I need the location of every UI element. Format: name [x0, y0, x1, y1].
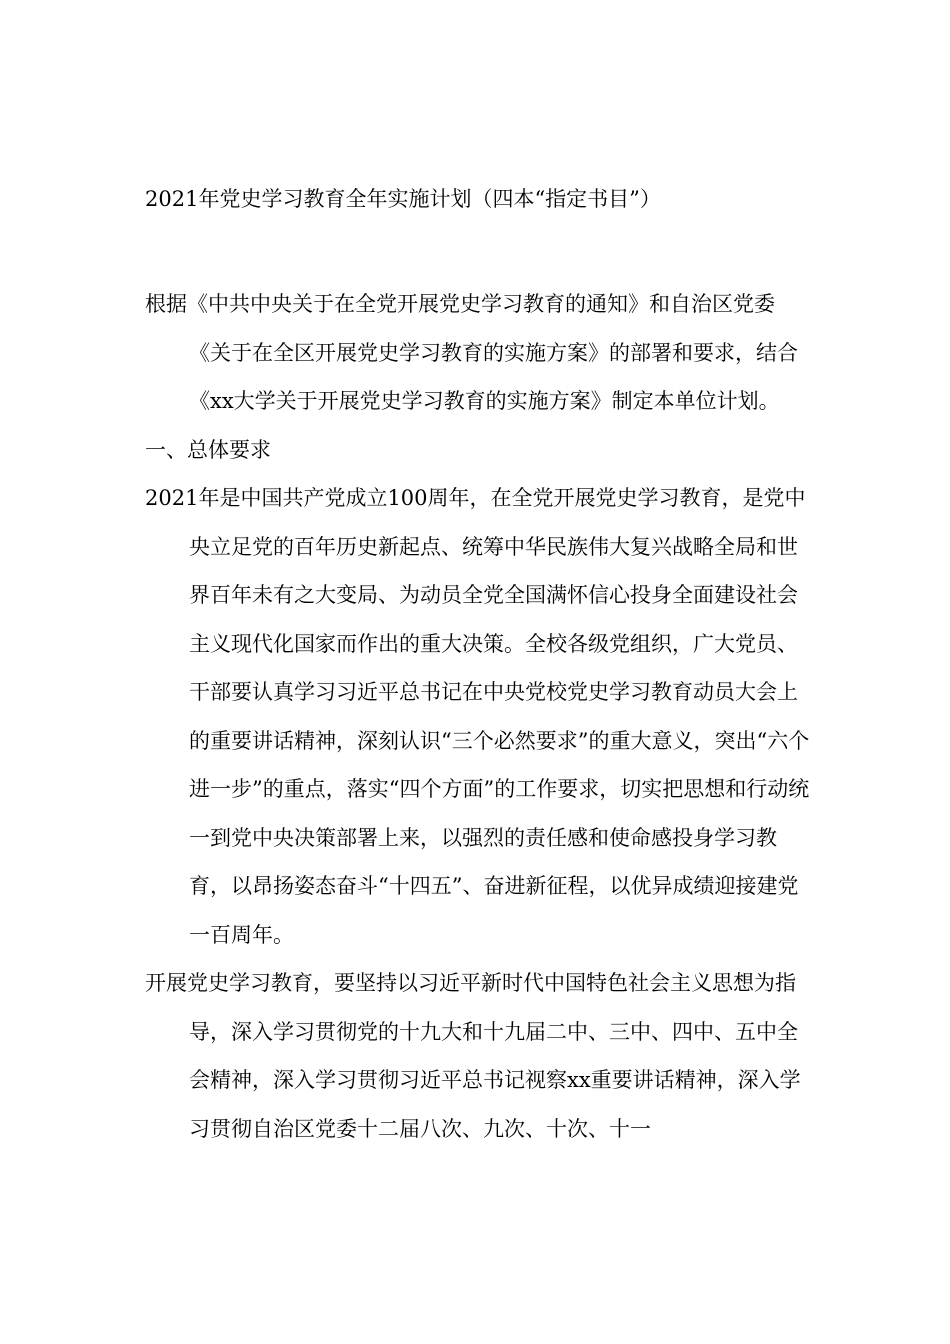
body-paragraph: 2021年是中国共产党成立100周年，在全党开展党史学习教育，是党中央立足党的百年历史新起点、统筹中华民族伟大复兴战略全局和世界百年未有之大变局、为动员全党全国满怀信心投身全面建设社会主义现代化国家而作出的重大决策。全校各级党组织，广大党员、干部要认真学习习近平总书记在中央党校党史学习教育动员大会上的重要讲话精神，深刻认识“三个必然要求”的重大意义，突出“六个进一步”的重点，落实“四个方面”的工作要求，切实把思想和行动统一到党中央决策部署上来，以强烈的责任感和使命感投身学习教育，以昂扬姿态奋斗“十四五”、奋进新征程，以优异成绩迎接建党一百周年。 — [145, 486, 810, 947]
intro-paragraph: 根据《中共中央关于在全党开展党史学习教育的通知》和自治区党委《关于在全区开展党史学习教育的实施方案》的部署和要求，结合《xx大学关于开展党史学习教育的实施方案》制定本单位计划。 — [145, 292, 798, 413]
section-heading-overall-requirements: 一、总体要求 — [145, 437, 271, 462]
document-title: 2021年党史学习教育全年实施计划（四本“指定书目”） — [145, 187, 661, 211]
document-body — [145, 280, 815, 1153]
body-paragraph: 开展党史学习教育，要坚持以习近平新时代中国特色社会主义思想为指导，深入学习贯彻党的十九大和十九届二中、三中、四中、五中全会精神，深入学习贯彻习近平总书记视察xx重要讲话精神，深入学习贯彻自治区党委十二届八次、九次、十次、十一 — [145, 971, 801, 1141]
